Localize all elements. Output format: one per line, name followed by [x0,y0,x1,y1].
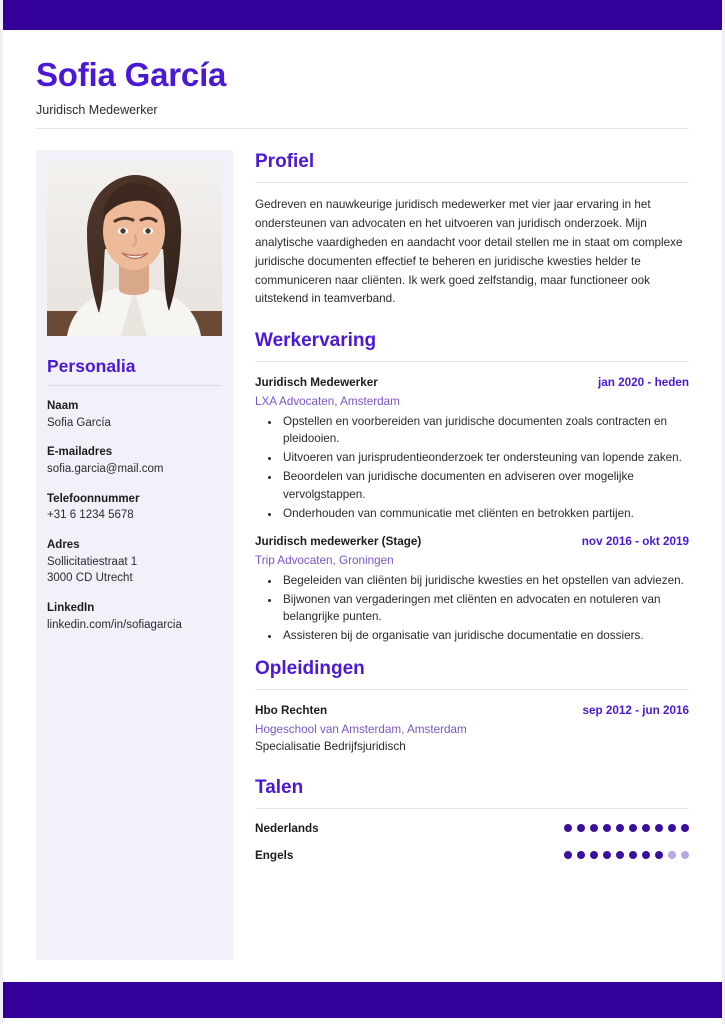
language-name: Engels [255,848,294,862]
field-value: Sollicitatiestraat 1 [47,555,138,568]
entry-header [255,375,689,392]
field-value[interactable]: sofia.garcia@mail.com [47,462,164,475]
section-divider [255,182,689,183]
top-accent-bar [3,0,722,30]
dot-filled [577,851,585,859]
language-row [255,849,689,862]
field-label: LinkedIn [47,602,95,614]
list-item: • Bijwonen van vergaderingen met cliënten en advocaten en notuleren van belangrijke punten. [281,591,689,627]
entry-organisation: Hogeschool van Amsterdam, Amsterdam [255,722,467,736]
section-werkervaring [255,329,689,645]
entry-date: nov 2016 - okt 2019 [581,535,689,549]
entry-bullets [255,413,689,523]
dot-empty [668,851,676,859]
dot-filled [668,824,676,832]
page-title: Sofia García [36,56,227,93]
dot-filled [564,851,572,859]
section-profiel [255,150,689,309]
list-item: • Onderhouden van communicatie met cliënten en betrokken partijen. [281,505,689,523]
experience-entry [255,375,689,522]
entry-role: Hbo Rechten [255,703,328,717]
dot-filled [655,851,663,859]
field-email [47,444,222,477]
dot-filled [655,824,663,832]
entry-date: sep 2012 - jun 2016 [582,703,689,717]
list-item: • Beoordelen van juridische documenten en adviseren over mogelijke vervolgstappen. [281,468,689,504]
field-label: E-mailadres [47,446,113,459]
field-telefoon [47,491,222,524]
bottom-accent-bar [3,982,722,1018]
list-item: • Opstellen en voorbereiden van juridische documenten zoals contracten en pleidooien. [281,413,689,449]
field-adres [47,537,222,587]
field-value-line2: 3000 CD Utrecht [47,572,133,585]
dot-filled [590,824,598,832]
entry-specialisation: Specialisatie Bedrijfsjuridisch [255,740,406,754]
dot-filled [590,851,598,859]
field-value[interactable]: linkedin.com/in/sofiagarcia [47,618,182,631]
sidebar-divider [47,385,222,386]
dot-filled [629,824,637,832]
dot-filled [603,824,611,832]
dot-filled [616,851,624,859]
section-talen [255,776,689,862]
experience-entry [255,534,689,645]
cv-columns [36,150,689,960]
section-divider [255,808,689,809]
section-title: Werkervaring [255,330,377,352]
field-value: +31 6 1234 5678 [47,509,134,522]
sidebar [36,150,233,960]
cv-header [36,30,689,129]
dot-filled [577,824,585,832]
field-label: Naam [47,399,79,412]
section-divider [255,361,689,362]
list-item: • Begeleiden van cliënten bij juridische kwesties en het opstellen van adviezen. [281,572,689,590]
dot-filled [642,851,650,859]
section-divider [255,689,689,690]
dot-empty [681,851,689,859]
entry-header [255,703,689,720]
main-column [233,150,689,876]
dot-filled [629,851,637,859]
entry-organisation: LXA Advocaten, Amsterdam [255,395,400,409]
language-row [255,822,689,835]
field-label: Telefoonnummer [47,492,140,505]
field-label: Adres [47,538,80,551]
dot-filled [603,851,611,859]
section-opleidingen [255,657,689,756]
field-value: Sofia García [47,416,111,429]
entry-header [255,534,689,551]
job-title: Juridisch Medewerker [36,102,158,117]
field-linkedin [47,600,222,633]
sidebar-title: Personalia [47,355,136,376]
entry-role: Juridisch medewerker (Stage) [255,535,422,549]
dot-filled [616,824,624,832]
entry-role: Juridisch Medewerker [255,376,378,390]
entry-bullets [255,572,689,645]
entry-date: jan 2020 - heden [598,376,689,390]
dot-filled [564,824,572,832]
dot-filled [681,824,689,832]
avatar [47,161,222,336]
entry-organisation: Trip Advocaten, Groningen [255,554,394,568]
cv-content [3,30,722,982]
section-title: Talen [255,776,304,798]
profile-text: Gedreven en nauwkeurige juridisch medewerker met vier jaar ervaring in het ondersteunen van advocaten en het uitvoeren van juridisch onderzoek. Mijn analytische vaardigheden en aandacht voor detail stellen me in staat om complexe juridische documenten effectief te beheren en juridische kwesties helder te communiceren naar cliënten. Ik werk goed zelfstandig, maar functioneer ook uitstekend in teamverband. [255,197,683,306]
list-item: • Assisteren bij de organisatie van juridische documentatie en dossiers. [281,627,689,645]
portrait-photo-icon [47,161,222,336]
section-title: Opleidingen [255,658,365,680]
field-naam [47,398,222,431]
language-level-dots [564,824,689,832]
dot-filled [642,824,650,832]
list-item: • Uitvoeren van jurisprudentieonderzoek ter ondersteuning van lopende zaken. [281,449,689,467]
section-title: Profiel [255,150,315,172]
education-entry [255,703,689,756]
language-name: Nederlands [255,821,319,835]
language-level-dots [564,851,689,859]
